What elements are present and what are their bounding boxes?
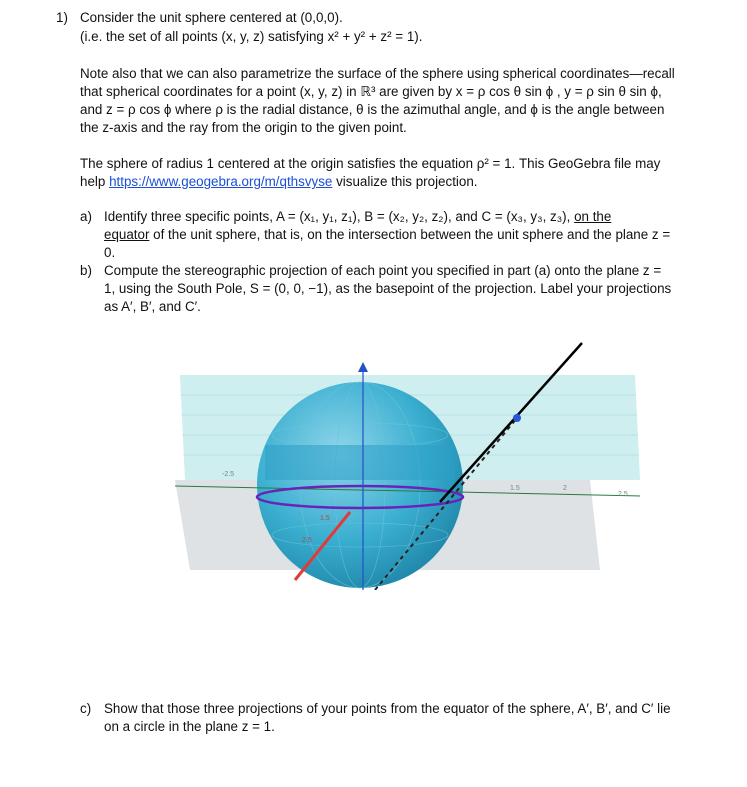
geogebra-line-1: The sphere of radius 1 centered at the origin satisfies the equation ρ² = 1. This GeoGebra file may	[80, 156, 661, 171]
part-b-line-1: Compute the stereographic projection of each point you specified in part (a) onto the plane z =	[104, 263, 662, 278]
geogebra-link[interactable]: https://www.geogebra.org/m/qthsvyse	[109, 174, 333, 189]
part-a-line-3: 0.	[104, 245, 116, 260]
part-b-line-2: 1, using the South Pole, S = (0, 0, −1), as the basepoint of the projection. Label your projections	[104, 281, 672, 296]
tick-label: 1.5	[510, 485, 520, 492]
geogebra-help-text: help	[80, 174, 106, 189]
part-a-label: a)	[80, 209, 92, 224]
part-b-label: b)	[80, 263, 92, 278]
geogebra-line-2	[80, 173, 478, 191]
stereographic-projection-figure	[170, 340, 650, 590]
projected-point	[513, 414, 521, 422]
note-line-1: Note also that we can also parametrize the surface of the sphere using spherical coordinates—recall	[80, 66, 675, 81]
problem-number: 1)	[56, 10, 68, 25]
part-c-line-2: on a circle in the plane z = 1.	[104, 719, 275, 734]
part-c-line-1: Show that those three projections of your points from the equator of the sphere, A′, B′, and C′ lie	[104, 701, 671, 716]
tick-label: 1.5	[320, 515, 330, 522]
intro-line-2: (i.e. the set of all points (x, y, z) satisfying x² + y² + z² = 1).	[80, 29, 423, 44]
tick-label: 2.5	[618, 491, 628, 498]
part-a-line-2	[104, 226, 670, 244]
tick-label: -2.5	[222, 471, 235, 478]
part-c-label: c)	[80, 701, 92, 716]
part-a-line-1-text: Identify three specific points, A = (x₁, y₁, z₁), B = (x₂, y₂, z₂), and C = (x₃, y₃, z₃),	[104, 209, 571, 224]
tick-label: 2.5	[302, 537, 312, 544]
tick-label: 2	[563, 485, 567, 492]
note-line-2: that spherical coordinates for a point (x, y, z) in ℝ³ are given by x = ρ cos θ sin ϕ , y = ρ sin θ sin ϕ,	[80, 84, 662, 99]
intro-line-1: Consider the unit sphere centered at (0,0,0).	[80, 10, 343, 25]
part-a-line-2-text: of the unit sphere, that is, on the intersection between the unit sphere and the plane z =	[153, 227, 671, 242]
part-a-line-1	[104, 208, 611, 226]
part-a-underline-2: equator	[104, 227, 150, 242]
sphere-band	[265, 445, 455, 480]
z-axis-arrow	[358, 362, 368, 372]
note-line-3: and z = ρ cos ϕ where ρ is the radial distance, θ is the azimuthal angle, and ϕ is the angle between	[80, 102, 665, 117]
part-b-line-3: as A′, B′, and C′.	[104, 299, 201, 314]
part-a-underline-1: on the	[574, 209, 612, 224]
geogebra-tail-text: visualize this projection.	[336, 174, 478, 189]
note-line-4: the z-axis and the ray from the origin to the given point.	[80, 120, 407, 135]
